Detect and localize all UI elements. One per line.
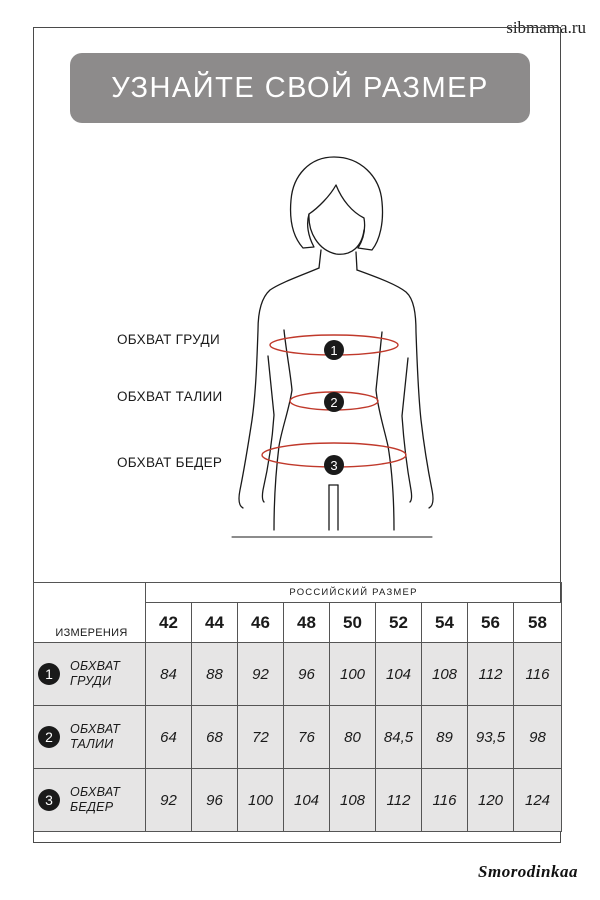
size-header-cell: 46 bbox=[238, 603, 284, 643]
watermark-bottom: Smorodinkaa bbox=[478, 862, 578, 881]
watermark-top: sibmama.ru bbox=[506, 18, 586, 37]
table-cell: 76 bbox=[284, 706, 330, 769]
table-cell: 89 bbox=[422, 706, 468, 769]
table-cell: 112 bbox=[376, 769, 422, 832]
row-name: ОБХВАТ ТАЛИИ bbox=[70, 722, 121, 751]
size-header-cell: 58 bbox=[514, 603, 562, 643]
table-cell: 108 bbox=[422, 643, 468, 706]
table-cell: 120 bbox=[468, 769, 514, 832]
russian-size-header: РОССИЙСКИЙ РАЗМЕР bbox=[146, 583, 562, 603]
measurements-header: ИЗМЕРЕНИЯ bbox=[55, 626, 128, 639]
table-cell: 124 bbox=[514, 769, 562, 832]
row-number-badge: 2 bbox=[38, 726, 60, 748]
size-header-cell: 54 bbox=[422, 603, 468, 643]
marker-1 bbox=[324, 340, 344, 360]
marker-3 bbox=[324, 455, 344, 475]
row-number-badge: 3 bbox=[38, 789, 60, 811]
table-cell: 100 bbox=[238, 769, 284, 832]
table-cell: 112 bbox=[468, 643, 514, 706]
row-name: ОБХВАТ ГРУДИ bbox=[70, 659, 121, 688]
size-header-cell: 42 bbox=[146, 603, 192, 643]
hips-label: ОБХВАТ БЕДЕР bbox=[117, 455, 223, 470]
table-row-waist bbox=[34, 706, 562, 769]
measurements-header-cell bbox=[34, 583, 146, 643]
table-cell: 68 bbox=[192, 706, 238, 769]
page-title: УЗНАЙТЕ СВОЙ РАЗМЕР bbox=[111, 71, 489, 104]
size-header-cell: 44 bbox=[192, 603, 238, 643]
row-label-cell bbox=[34, 706, 146, 769]
table-row-chest bbox=[34, 643, 562, 706]
table-cell: 84 bbox=[146, 643, 192, 706]
table-cell: 104 bbox=[376, 643, 422, 706]
size-header-cell: 56 bbox=[468, 603, 514, 643]
table-cell: 100 bbox=[330, 643, 376, 706]
marker-2 bbox=[324, 392, 344, 412]
size-header-cell: 48 bbox=[284, 603, 330, 643]
size-table bbox=[33, 582, 562, 832]
table-cell: 88 bbox=[192, 643, 238, 706]
table-cell: 72 bbox=[238, 706, 284, 769]
svg-text:3: 3 bbox=[330, 458, 338, 473]
row-number-badge: 1 bbox=[38, 663, 60, 685]
waist-label: ОБХВАТ ТАЛИИ bbox=[117, 389, 223, 404]
table-cell: 64 bbox=[146, 706, 192, 769]
size-header-cell: 50 bbox=[330, 603, 376, 643]
size-header-cell: 52 bbox=[376, 603, 422, 643]
row-label-cell bbox=[34, 643, 146, 706]
row-label-cell bbox=[34, 769, 146, 832]
table-row-hips bbox=[34, 769, 562, 832]
table-cell: 80 bbox=[330, 706, 376, 769]
chest-label: ОБХВАТ ГРУДИ bbox=[117, 332, 221, 347]
table-cell: 104 bbox=[284, 769, 330, 832]
table-cell: 96 bbox=[284, 643, 330, 706]
table-cell: 96 bbox=[192, 769, 238, 832]
table-cell: 93,5 bbox=[468, 706, 514, 769]
table-cell: 92 bbox=[238, 643, 284, 706]
table-cell: 92 bbox=[146, 769, 192, 832]
table-cell: 108 bbox=[330, 769, 376, 832]
table-cell: 116 bbox=[514, 643, 562, 706]
table-cell: 98 bbox=[514, 706, 562, 769]
table-cell: 84,5 bbox=[376, 706, 422, 769]
row-name: ОБХВАТ БЕДЕР bbox=[70, 785, 121, 814]
svg-text:2: 2 bbox=[330, 395, 338, 410]
svg-text:1: 1 bbox=[330, 343, 338, 358]
table-cell: 116 bbox=[422, 769, 468, 832]
